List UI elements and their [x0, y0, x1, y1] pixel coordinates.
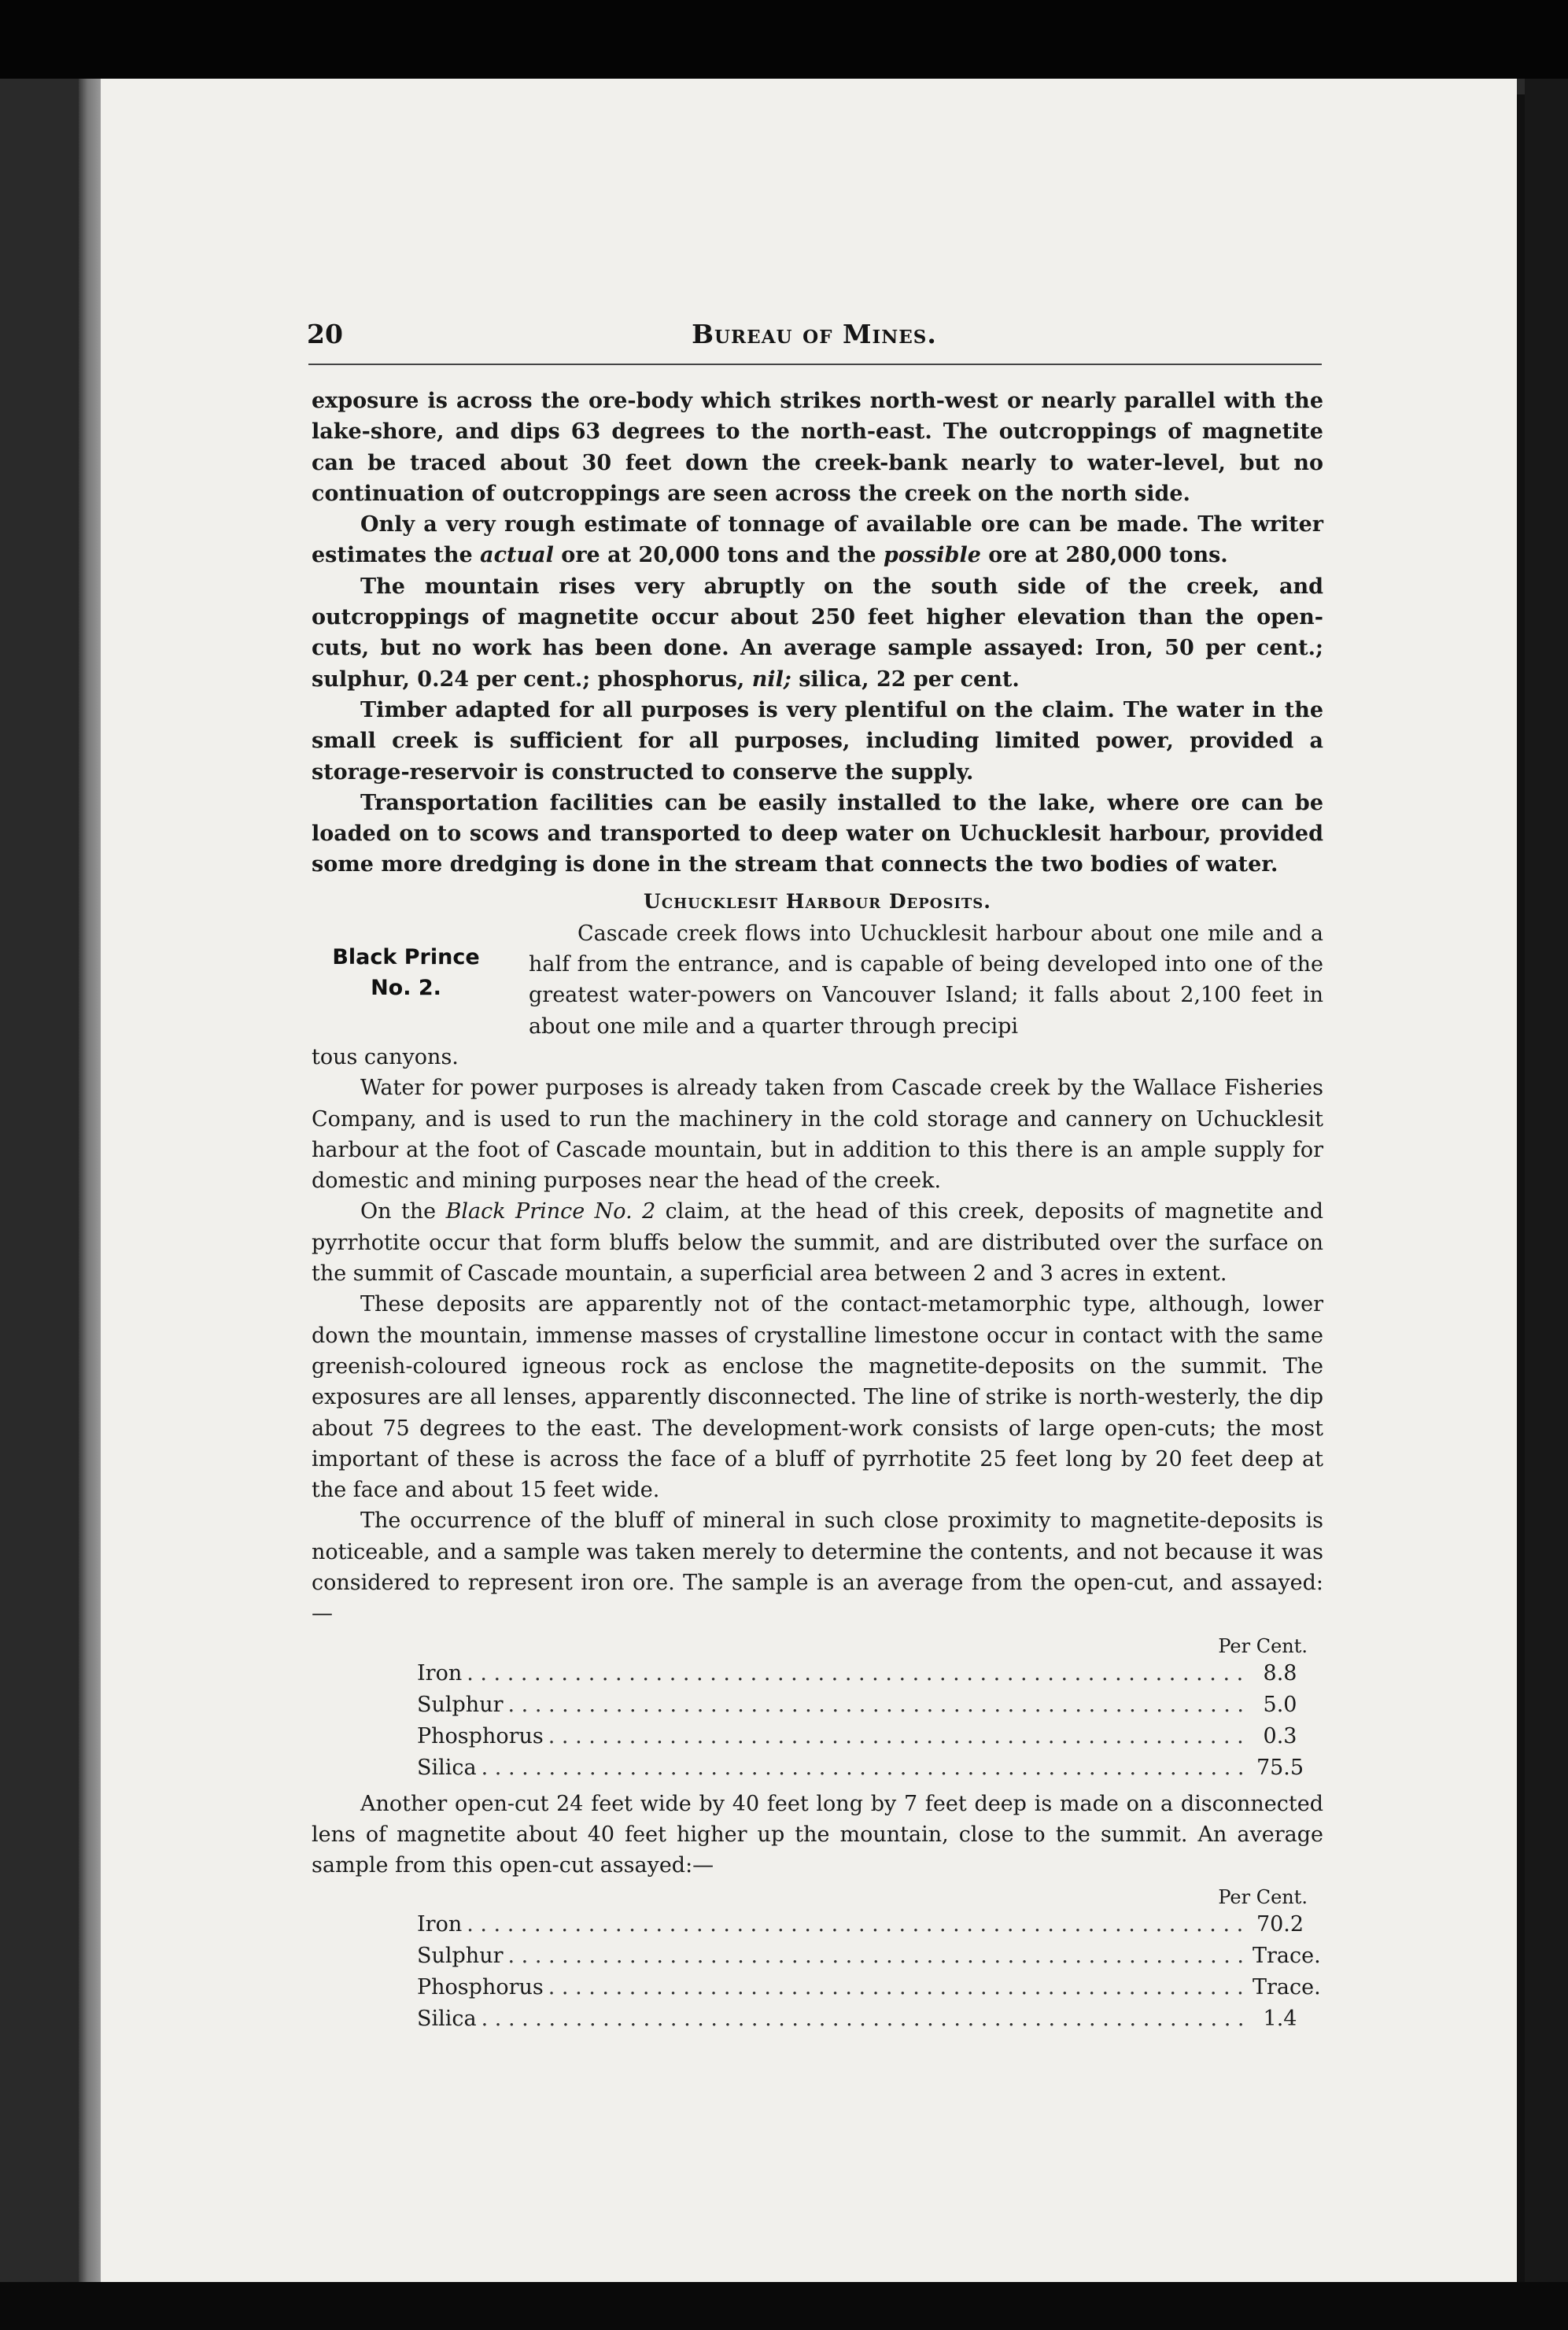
page-body — [312, 386, 1323, 2040]
assay-row: Phosphorus . . . 0.3 — [417, 1721, 1308, 1752]
assay-row: Silica . . . 75.5 — [417, 1752, 1308, 1784]
running-title: Bureau of Mines. — [692, 319, 937, 349]
assay-row: Sulphur . . . 5.0 — [417, 1689, 1308, 1721]
sidenote-section — [312, 918, 1323, 1042]
assay-row: Iron . . . 70.2 — [417, 1909, 1308, 1940]
paragraph: exposure is across the ore-body which strikes north-west or nearly parallel with the lake-shore, and dips 63 degrees to the north-east. The outcroppings of magnetite can be traced about 30 feet down the creek-bank nearly to water-level, but no continuation of outcroppings are seen across the creek on the north side. — [312, 389, 1323, 506]
assay-table-2 — [312, 1885, 1323, 2035]
marginal-note-line: No. 2. — [371, 975, 441, 1000]
paragraph: Another open-cut 24 feet wide by 40 feet long by 7 feet deep is made on a disconnected lens of magnetite about 40 feet higher up the mountain, close to the summit. An average sample from this open-cut assayed:— — [312, 1791, 1323, 1878]
paragraph-continuation: tous canyons. — [312, 1044, 459, 1069]
marginal-note-line: Black Prince — [332, 944, 480, 969]
scan-bottom-border — [0, 2282, 1568, 2330]
running-header — [307, 319, 1322, 358]
paragraph: On the Black Prince No. 2 claim, at the head of this creek, deposits of magnetite and pyrrhotite occur that form bluffs below the summit, and are distributed over the surface on the summit of Cascade mountain, a superficial area between 2 and 3 acres in extent. — [312, 1199, 1323, 1287]
paragraph: The occurrence of the bluff of mineral in such close proximity to magnetite-deposits is noticeable, and a sample was taken merely to determine the contents, and not because it was considered to represent iron ore. The sample is an average from the open-cut, and assayed:— — [312, 1508, 1323, 1627]
paragraph: Transportation facilities can be easily installed to the lake, where ore can be loaded on to scows and transported to deep water on Uchucklesit harbour, provided some more dredging is done in the stream that connects the two bodies of water. — [312, 790, 1323, 877]
section-heading: Uchucklesit Harbour Deposits. — [644, 889, 991, 913]
paragraph: These deposits are apparently not of the contact-metamorphic type, although, lower down the mountain, immense masses of crystalline limestone occur in contact with the same greenish-coloured igneous rock as enclose the magnetite-deposits on the summit. The exposures are all lenses, apparently disconnected. The line of strike is north-westerly, the dip about 75 degrees to the east. The development-work consists of large open-cuts; the most important of these is across the face of a bluff of pyrrhotite 25 feet long by 20 feet deep at the face and about 15 feet wide. — [312, 1292, 1323, 1503]
scan-top-border — [0, 0, 1568, 79]
paragraph: The mountain rises very abruptly on the south side of the creek, and outcroppings of magnetite occur about 250 feet higher elevation than the open-cuts, but no work has been done. An average sample assayed: Iron, 50 per cent.; sulphur, 0.24 per cent.; phosphorus, nil; silica, 22 per cent. — [312, 574, 1323, 692]
paragraph: Timber adapted for all purposes is very plentiful on the claim. The water in the small creek is sufficient for all purposes, including limited power, provided a storage-reservoir is constructed to conserve the supply. — [312, 697, 1323, 785]
bold-text-block — [312, 386, 1323, 881]
assay-row: Sulphur . . . Trace. — [417, 1940, 1308, 1972]
assay-column-header: Per Cent. — [1218, 1886, 1308, 1909]
assay-table-1 — [312, 1634, 1323, 1784]
assay-row: Iron . . . 8.8 — [417, 1658, 1308, 1689]
paragraph: Cascade creek flows into Uchucklesit harbour about one mile and a half from the entrance, and is capable of being developed into one of the greatest water-powers on Vancouver Island; it falls about 2,100 feet in about one mile and a quarter through precipi — [529, 921, 1323, 1039]
paragraph: Water for power purposes is already taken from Cascade creek by the Wallace Fisheries Company, and is used to run the machinery in the cold storage and cannery on Uchucklesit harbour at the foot of Cascade mountain, but in addition to this there is an ample supply for domestic and mining purposes near the head of the creek. — [312, 1076, 1323, 1194]
marginal-note — [312, 942, 500, 1003]
assay-column-header: Per Cent. — [1218, 1634, 1308, 1657]
page-number: 20 — [307, 319, 343, 349]
paragraph: Only a very rough estimate of tonnage of available ore can be made. The writer estimates the actual ore at 20,000 tons and the possible ore at 280,000 tons. — [312, 512, 1323, 568]
header-rule — [308, 364, 1322, 365]
assay-row: Silica . . . 1.4 — [417, 2003, 1308, 2035]
assay-row: Phosphorus . . . Trace. — [417, 1972, 1308, 2003]
book-spine — [79, 79, 101, 2298]
scan-right-border — [1525, 79, 1568, 2330]
page-right-edge — [1517, 94, 1525, 2282]
